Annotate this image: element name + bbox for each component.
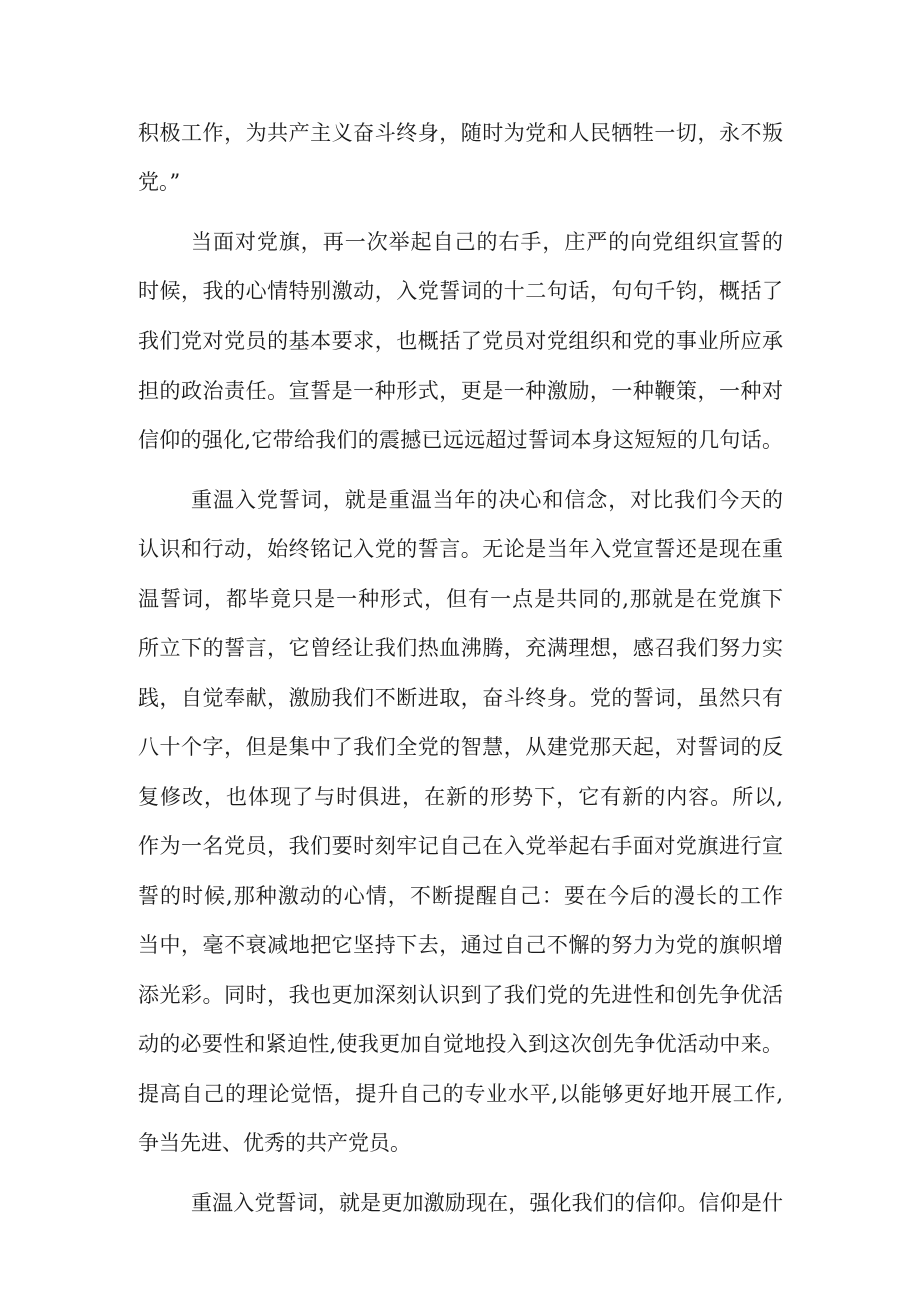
- text-line: 提高自己的理论觉悟，提升自己的专业水平,以能够更好地开展工作,: [138, 1082, 783, 1106]
- text-line: 所立下的誓言，它曾经让我们热血沸腾，充满理想，感召我们努力实: [138, 636, 783, 660]
- text-line: 当面对党旗，再一次举起自己的右手，庄严的向党组织宣誓的: [191, 230, 783, 254]
- text-line: 重温入党誓词，就是重温当年的决心和信念，对比我们今天的: [191, 488, 783, 512]
- text-line: 担的政治责任。宣誓是一种形式，更是一种激励，一种鞭策，一种对: [138, 379, 783, 403]
- text-line: 践，自觉奉献，激励我们不断进取，奋斗终身。党的誓词，虽然只有: [138, 686, 783, 710]
- text-line: 时候，我的心情特别激动，入党誓词的十二句话，句句千钧，概括了: [138, 279, 783, 303]
- text-line: 八十个字，但是集中了我们全党的智慧，从建党那天起，对誓词的反: [138, 735, 783, 759]
- text-line: 争当先进、优秀的共产党员。: [138, 1131, 411, 1155]
- text-line: 温誓词，都毕竟只是一种形式，但有一点是共同的,那就是在党旗下: [138, 587, 783, 611]
- text-line: 当中，毫不衰减地把它坚持下去，通过自己不懈的努力为党的旗帜增: [138, 933, 783, 957]
- text-line: 党。”: [138, 170, 181, 194]
- text-line: 誓的时候,那种激动的心情，不断提醒自己：要在今后的漫长的工作: [138, 884, 783, 908]
- text-line: 积极工作，为共产主义奋斗终身，随时为党和人民牺牲一切，永不叛: [138, 121, 783, 145]
- text-line: 我们党对党员的基本要求，也概括了党员对党组织和党的事业所应承: [138, 329, 783, 353]
- text-line: 重温入党誓词，就是更加激励现在，强化我们的信仰。信仰是什: [191, 1191, 783, 1215]
- text-line: 认识和行动，始终铭记入党的誓言。无论是当年入党宣誓还是现在重: [138, 537, 783, 561]
- text-line: 作为一名党员，我们要时刻牢记自己在入党举起右手面对党旗进行宣: [138, 834, 783, 858]
- text-line: 动的必要性和紧迫性,使我更加自觉地投入到这次创先争优活动中来。: [138, 1032, 783, 1056]
- text-line: 添光彩。同时，我也更加深刻认识到了我们党的先进性和创先争优活: [138, 983, 783, 1007]
- text-line: 复修改，也体现了与时俱进，在新的形势下，它有新的内容。所以,: [138, 785, 783, 809]
- text-line: 信仰的强化,它带给我们的震撼已远远超过誓词本身这短短的几句话。: [138, 428, 783, 452]
